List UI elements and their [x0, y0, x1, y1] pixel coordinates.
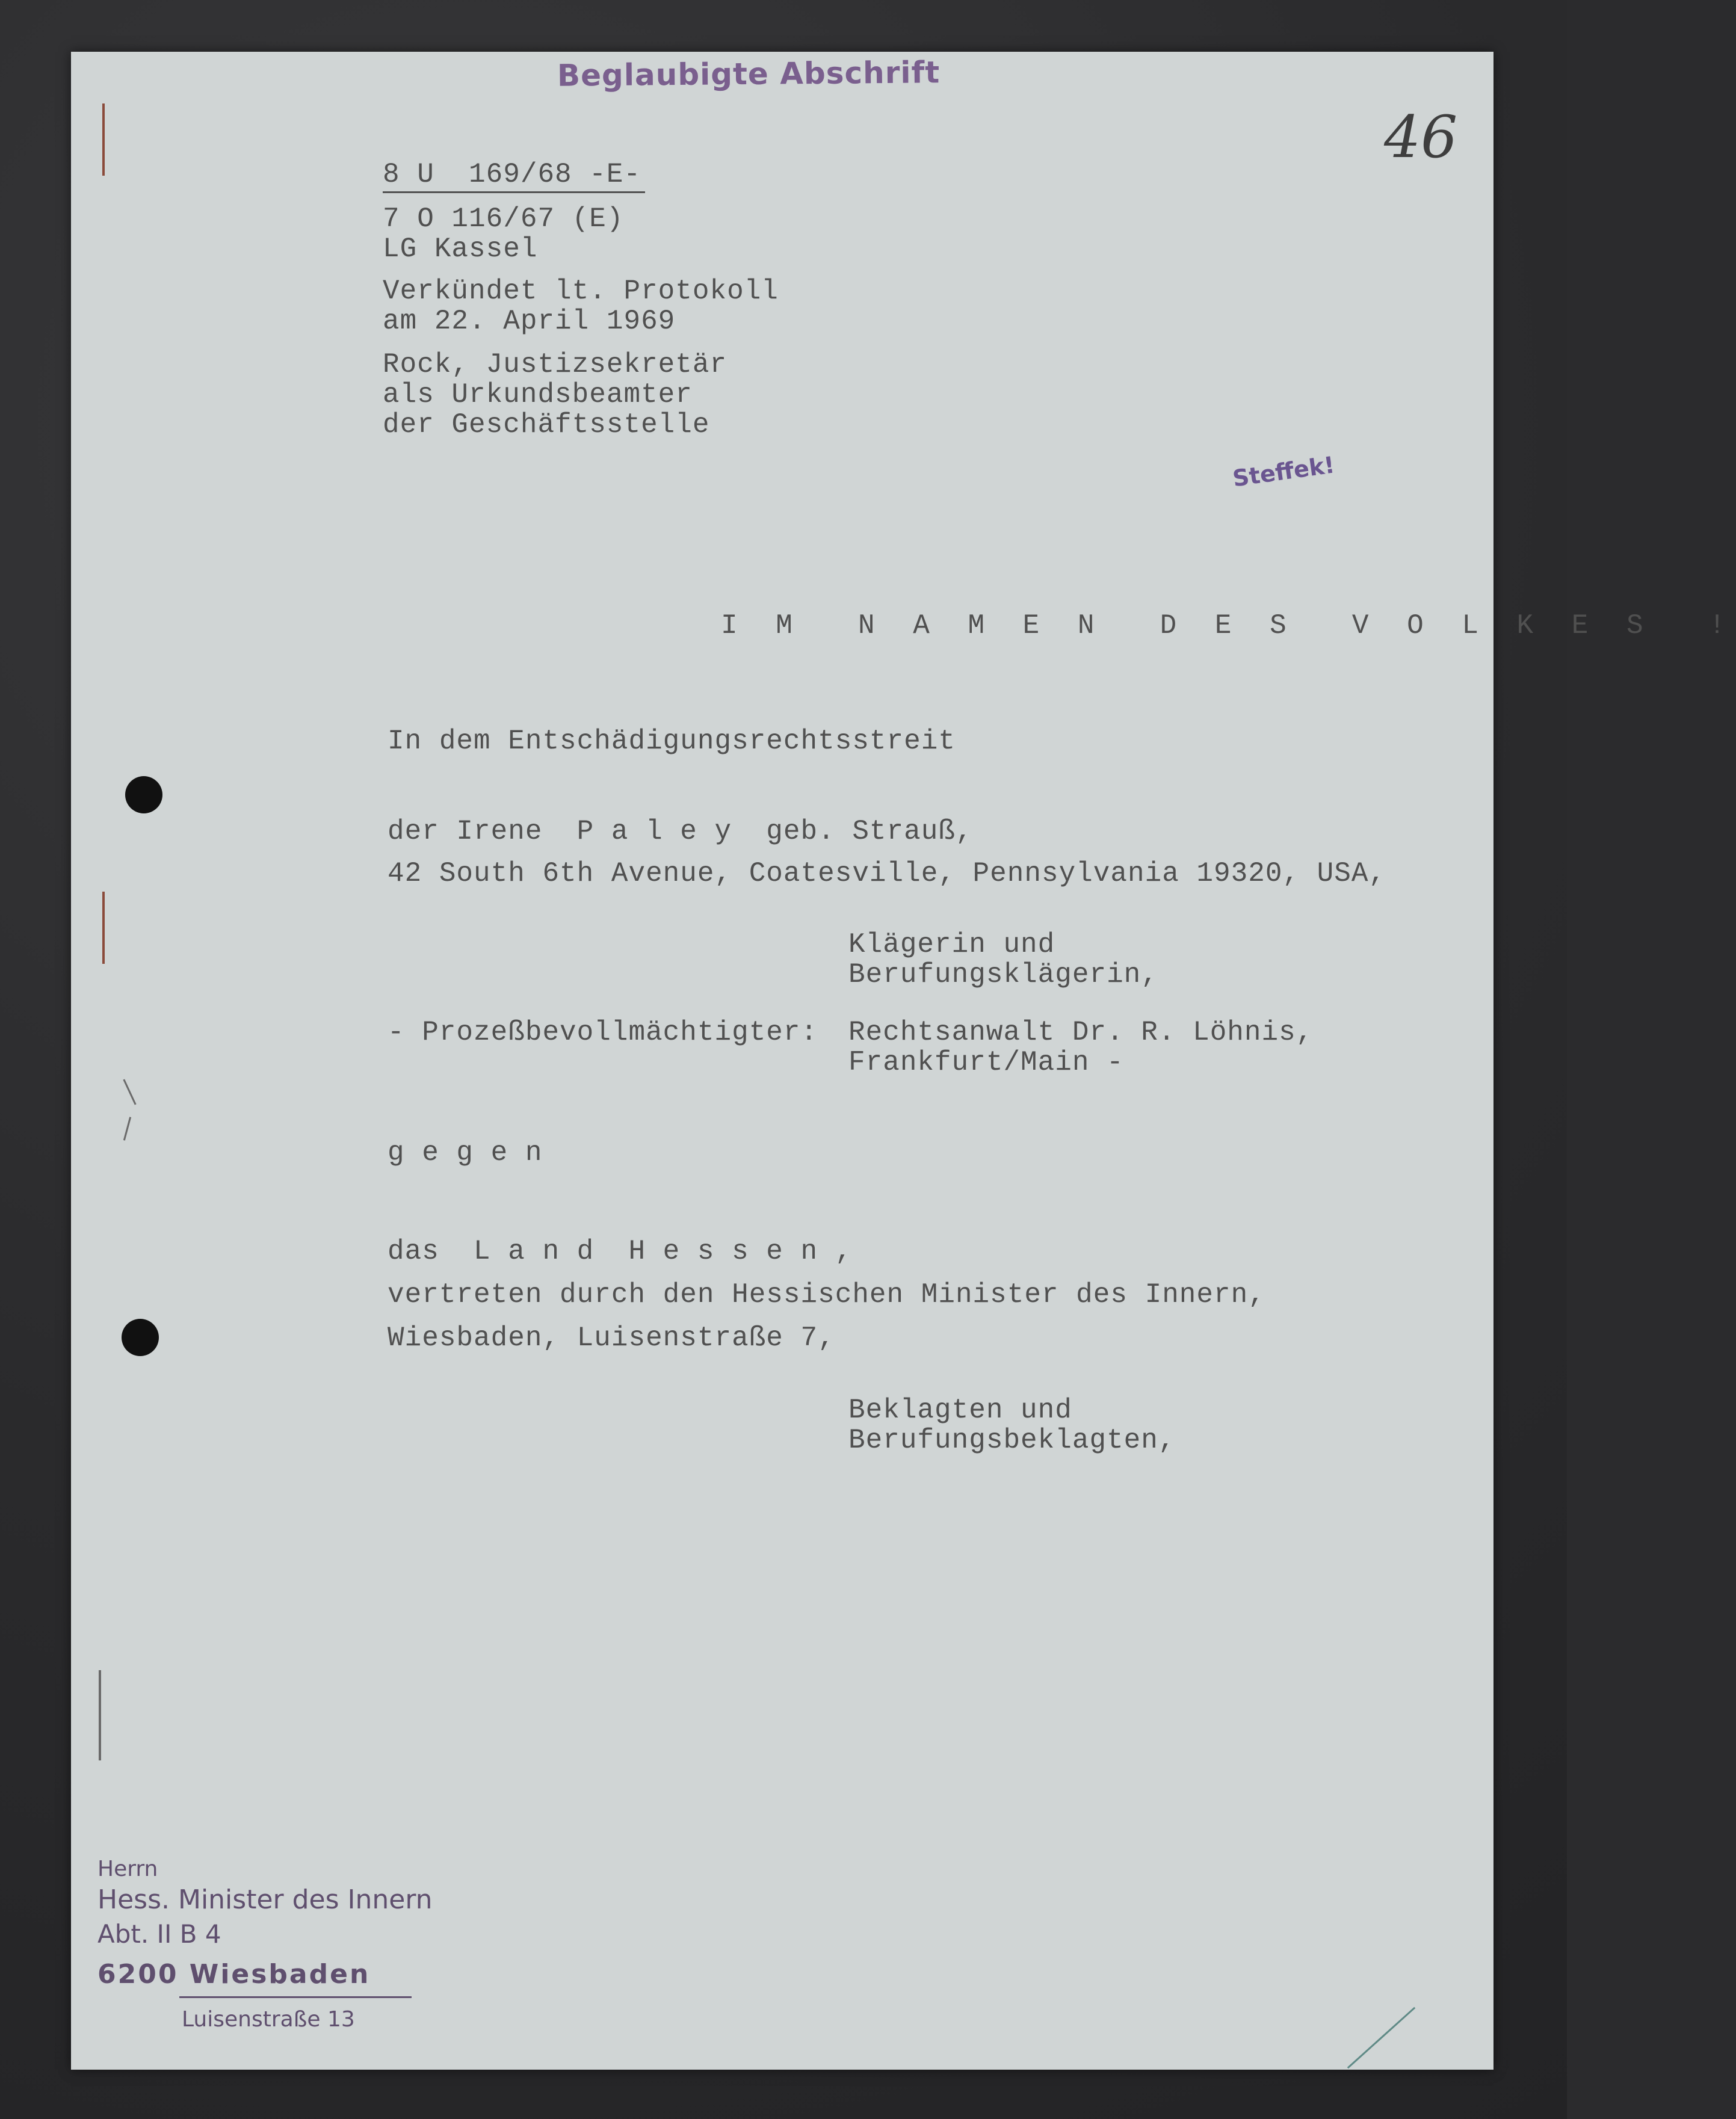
margin-mark: [123, 1117, 131, 1140]
defendant-represented: vertreten durch den Hessischen Minister des Innern,: [388, 1279, 1265, 1310]
pencil-stroke: [1347, 2007, 1415, 2069]
address-stamp-line-3: Abt. II B 4: [97, 1919, 221, 1949]
document-page: [71, 52, 1736, 2070]
counsel-line-1: Rechtsanwalt Dr. R. Löhnis,: [848, 1017, 1314, 1048]
margin-mark: [123, 1079, 136, 1105]
counsel-line-2: Frankfurt/Main -: [848, 1047, 1124, 1078]
defendant-role-2: Berufungsbeklagten,: [848, 1425, 1176, 1456]
defendant-address: Wiesbaden, Luisenstraße 7,: [388, 1322, 835, 1354]
against: g e g e n: [388, 1137, 543, 1168]
address-stamp-line-1: Herrn: [97, 1857, 158, 1881]
handling-stamp: Steffek!: [1231, 451, 1336, 492]
defendant-name: das L a n d H e s s e n ,: [388, 1236, 853, 1267]
plaintiff-role-2: Berufungsklägerin,: [848, 959, 1158, 990]
clerk-line-1: Rock, Justizsekretär: [383, 349, 727, 380]
plaintiff-address: 42 South 6th Avenue, Coatesville, Pennsylvania 19320, USA,: [388, 858, 1386, 889]
intro-line: In dem Entschädigungsrechtsstreit: [388, 726, 956, 757]
address-stamp-line-4: 6200 Wiesbaden: [97, 1959, 371, 1990]
announcement-line-2: am 22. April 1969: [383, 306, 676, 337]
plaintiff-name: der Irene P a l e y geb. Strauß,: [388, 816, 973, 847]
lower-court-file: 7 O 116/67 (E): [383, 203, 624, 235]
plaintiff-role-1: Klägerin und: [848, 929, 1055, 960]
case-number-underline: [383, 191, 645, 193]
defendant-role-1: Beklagten und: [848, 1395, 1072, 1426]
punch-hole: [122, 1319, 159, 1356]
case-number: 8 U 169/68 -E-: [383, 159, 641, 190]
clerk-line-3: der Geschäftsstelle: [383, 409, 710, 440]
address-stamp-underline: [179, 1996, 412, 1998]
clerk-line-2: als Urkundsbeamter: [383, 379, 693, 410]
margin-mark: [102, 892, 105, 964]
certified-copy-stamp: Beglaubigte Abschrift: [557, 55, 941, 93]
address-stamp-line-2: Hess. Minister des Innern: [97, 1884, 433, 1915]
announcement-line-1: Verkündet lt. Protokoll: [383, 276, 779, 307]
margin-mark: [102, 103, 105, 176]
page-number: 46: [1384, 103, 1458, 171]
punch-hole: [125, 776, 162, 813]
counsel-label: - Prozeßbevollmächtigter:: [388, 1017, 818, 1048]
margin-mark: [99, 1670, 101, 1760]
lower-court: LG Kassel: [383, 233, 538, 265]
address-stamp-line-5: Luisenstraße 13: [182, 2007, 355, 2032]
judgment-heading: I M N A M E N D E S V O L K E S !: [721, 610, 1736, 641]
